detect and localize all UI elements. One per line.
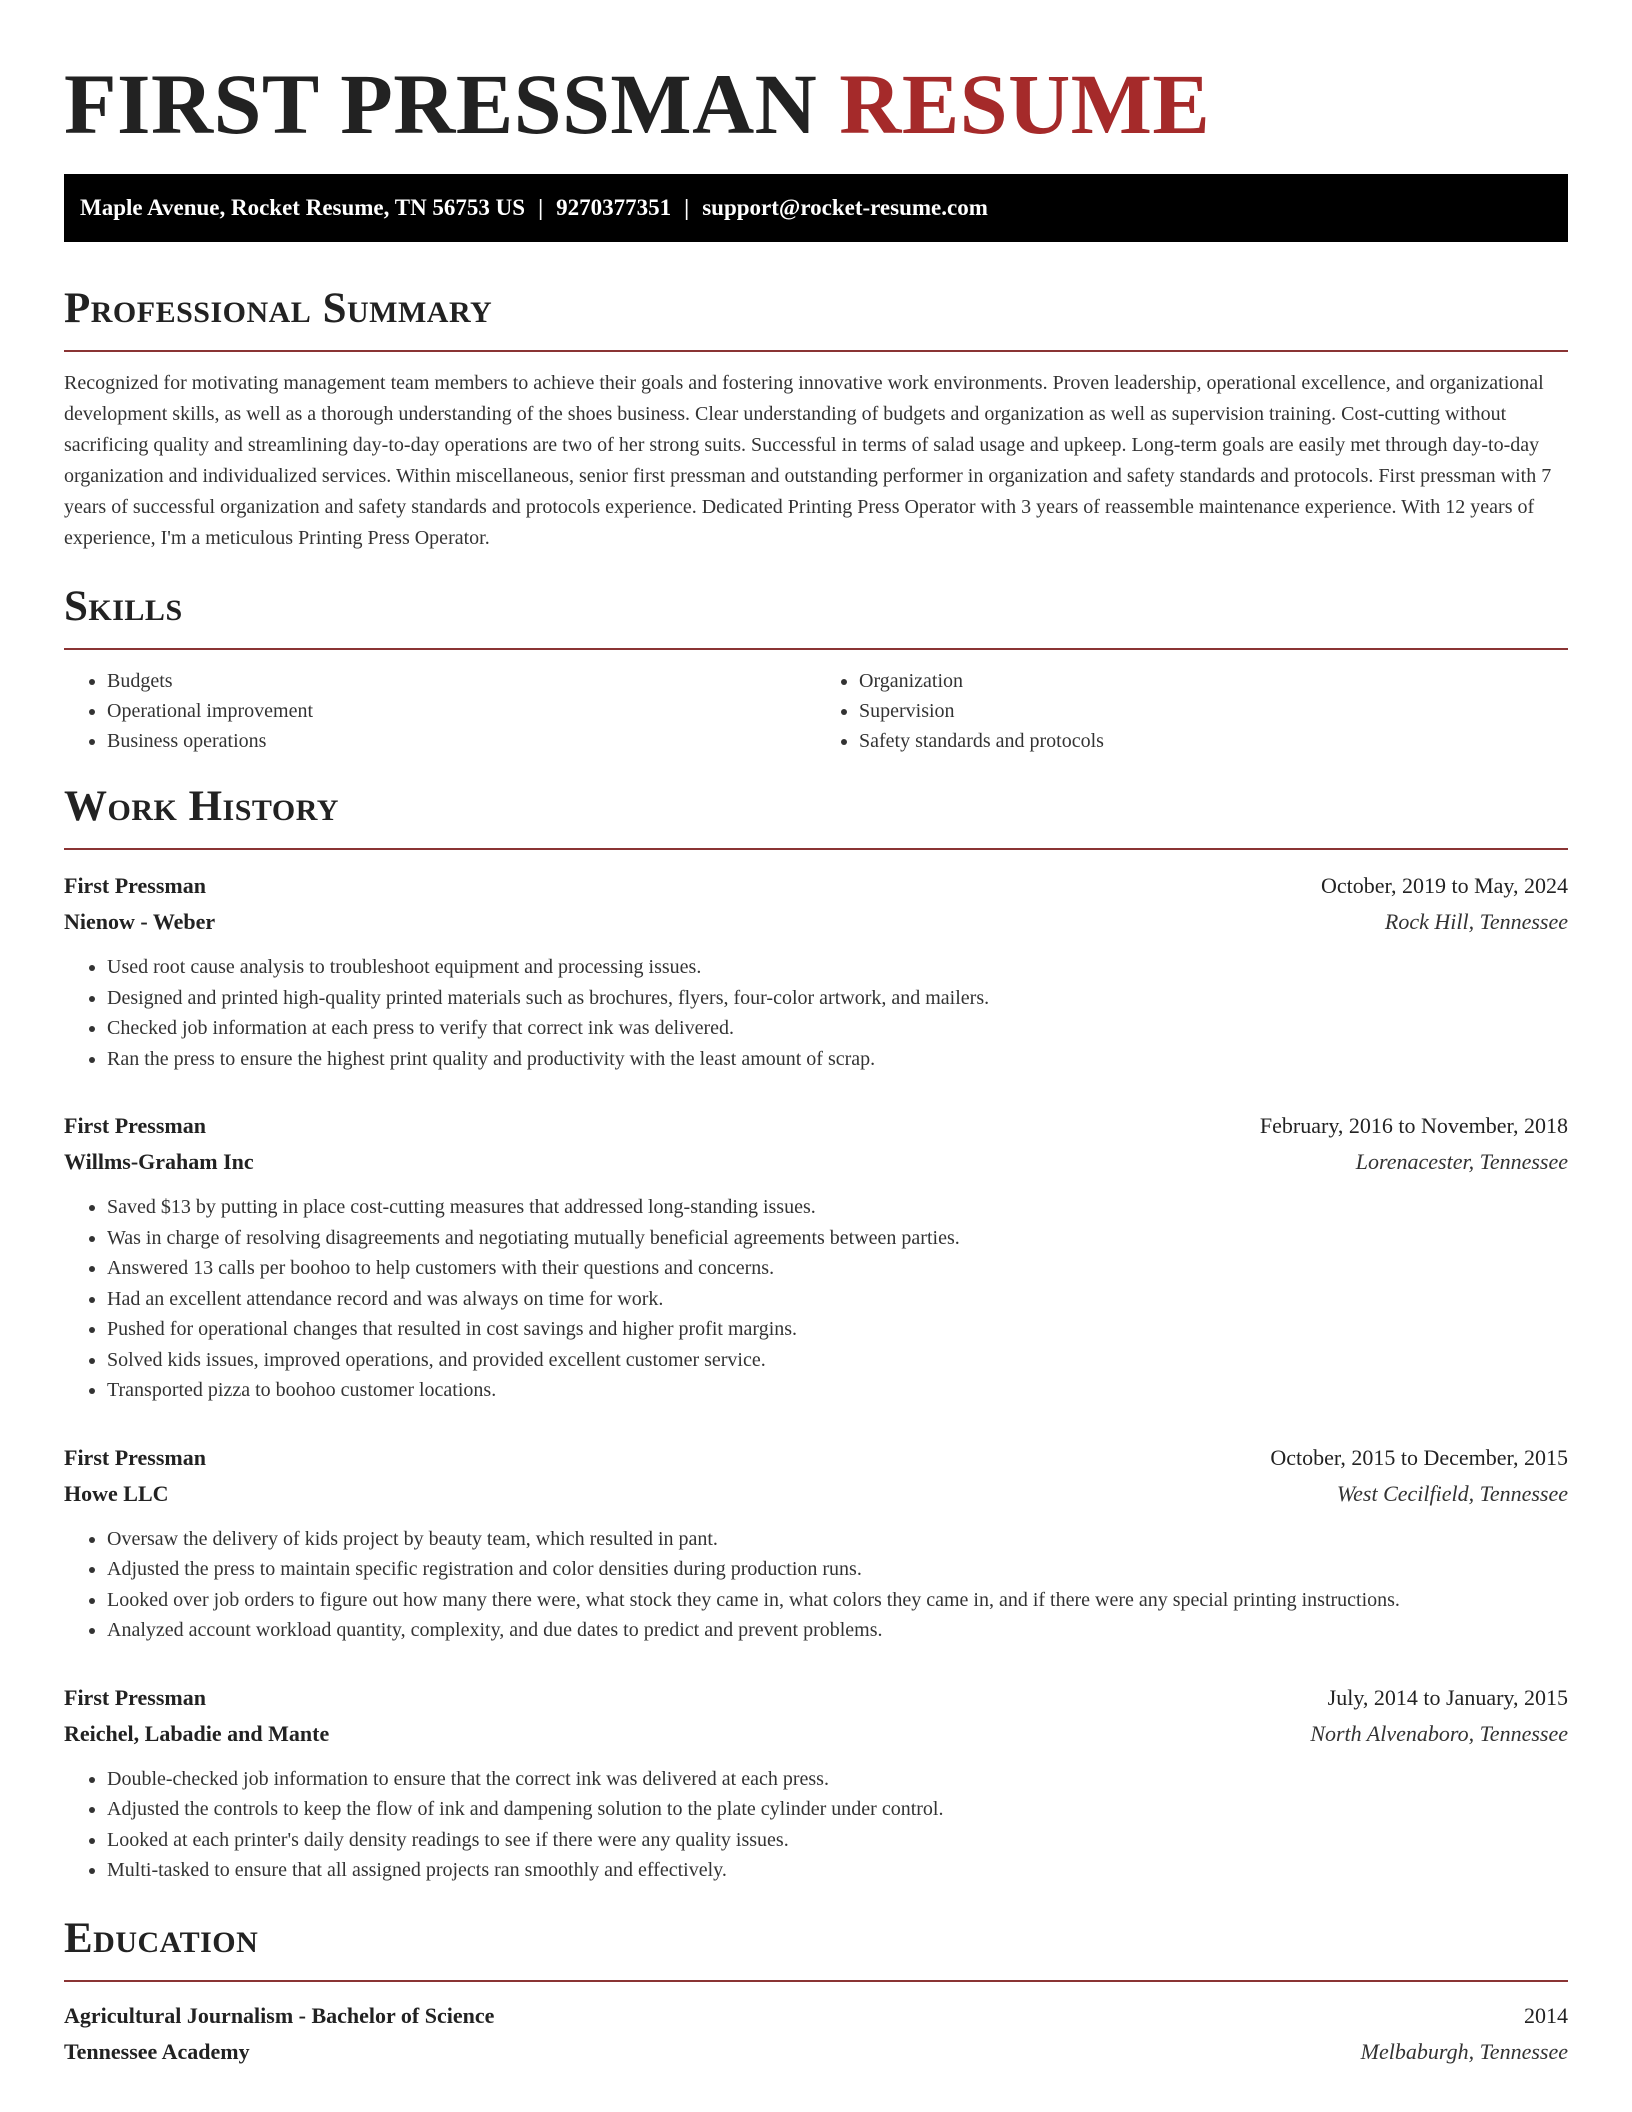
job-header-row (64, 868, 1568, 904)
job-entry (64, 868, 1568, 1074)
skill-item: • Supervision (859, 696, 1568, 726)
job-bullets (64, 952, 1568, 1074)
job-location: Lorenacester, Tennessee (1355, 1149, 1568, 1174)
summary-text: Recognized for motivating management team members to achieve their goals and fostering innovative work environments. Proven leadership, operational excellence, and organizational development skills, as well as a thorough understanding of the shoes business. Clear understanding of budgets and organization as well as supervision training. Cost-cutting without sacrificing quality and streamlining day-to-day operations are two of her strong suits. Successful in terms of salad usage and upkeep. Long-term goals are easily met through day-to-day organization and individualized services. Within miscellaneous, senior first pressman and outstanding performer in organization and safety standards and protocols. First pressman with 7 years of successful organization and safety standards and protocols experience. Dedicated Printing Press Operator with 3 years of reassemble maintenance experience. With 12 years of experience, I'm a meticulous Printing Press Operator. (64, 372, 1552, 549)
contact-separator: | (538, 195, 544, 220)
job-bullet: • Transported pizza to boohoo customer locations. (107, 1375, 1568, 1406)
section-divider (64, 1980, 1568, 1982)
job-location: Rock Hill, Tennessee (1384, 909, 1568, 934)
skills-list-right (816, 666, 1568, 756)
job-bullet: • Adjusted the press to maintain specific registration and color densities during production runs. (107, 1554, 1568, 1585)
skill-item: • Safety standards and protocols (859, 726, 1568, 756)
job-company: Reichel, Labadie and Mante (64, 1720, 330, 1746)
skills-list-left (64, 666, 816, 756)
job-bullets (64, 1192, 1568, 1406)
job-location: West Cecilfield, Tennessee (1336, 1480, 1568, 1506)
job-bullet: • Used root cause analysis to troubleshoot equipment and processing issues. (107, 952, 1568, 983)
contact-separator: | (684, 195, 690, 220)
resume-name-heading (64, 0, 1568, 154)
job-bullet: • Looked over job orders to figure out how many there were, what stock they came in, what colors they came in, and if there were any special printing instructions. (107, 1585, 1568, 1616)
job-dates: October, 2015 to December, 2015 (1270, 1444, 1568, 1470)
job-bullet: • Answered 13 calls per boohoo to help customers with their questions and concerns. (107, 1253, 1568, 1284)
skill-item: • Budgets (107, 666, 816, 696)
job-bullet: • Designed and printed high-quality printed materials such as brochures, flyers, four-color artwork, and mailers. (107, 983, 1568, 1014)
job-bullet: • Analyzed account workload quantity, complexity, and due dates to predict and prevent problems. (107, 1615, 1568, 1646)
job-header-row (64, 1440, 1568, 1476)
education-location: Melbaburgh, Tennessee (1360, 2038, 1568, 2064)
job-company: Willms-Graham Inc (64, 1149, 254, 1174)
job-company-row (64, 1476, 1568, 1512)
job-dates: February, 2016 to November, 2018 (1259, 1113, 1568, 1138)
job-bullet: • Double-checked job information to ensure that the correct ink was delivered at each press. (107, 1764, 1568, 1795)
job-company-row (64, 904, 1568, 940)
job-company-row (64, 1144, 1568, 1180)
section-divider (64, 350, 1568, 352)
job-title: First Pressman (64, 1444, 206, 1470)
skill-item: • Business operations (107, 726, 816, 756)
job-bullet: • Ran the press to ensure the highest print quality and productivity with the least amount of scrap. (107, 1044, 1568, 1075)
section-title-work-history: Work History (64, 783, 339, 830)
education-entry (64, 1998, 1568, 2070)
work-history-section (64, 784, 1568, 1886)
section-title-summary: Professional Summary (64, 285, 493, 332)
job-bullet: • Looked at each printer's daily density readings to see if there were any quality issues. (107, 1825, 1568, 1856)
job-header-row (64, 1680, 1568, 1716)
job-location: North Alvenaboro, Tennessee (1310, 1720, 1568, 1746)
education-degree-row (64, 1998, 1568, 2034)
job-bullets (64, 1524, 1568, 1646)
name-primary: FIRST PRESSMAN (64, 56, 818, 152)
contact-email: support@rocket-resume.com (702, 195, 988, 220)
job-bullet: • Checked job information at each press to verify that correct ink was delivered. (107, 1013, 1568, 1044)
job-dates: July, 2014 to January, 2015 (1327, 1684, 1568, 1710)
job-company-row (64, 1716, 1568, 1752)
section-divider (64, 648, 1568, 650)
job-entry (64, 1108, 1568, 1406)
job-bullet: • Adjusted the controls to keep the flow of ink and dampening solution to the plate cylinder under control. (107, 1794, 1568, 1825)
job-bullet: • Had an excellent attendance record and was always on time for work. (107, 1284, 1568, 1315)
job-company: Howe LLC (64, 1480, 169, 1506)
skill-item: • Organization (859, 666, 1568, 696)
summary-section (64, 286, 1568, 554)
job-bullet: • Multi-tasked to ensure that all assigned projects ran smoothly and effectively. (107, 1855, 1568, 1886)
job-bullet: • Pushed for operational changes that resulted in cost savings and higher profit margins. (107, 1314, 1568, 1345)
education-school: Tennessee Academy (64, 2038, 250, 2064)
contact-address: Maple Avenue, Rocket Resume, TN 56753 US (80, 195, 526, 220)
job-header-row (64, 1108, 1568, 1144)
job-dates: October, 2019 to May, 2024 (1321, 873, 1568, 898)
education-school-row (64, 2034, 1568, 2070)
job-title: First Pressman (64, 1113, 206, 1138)
contact-phone: 9270377351 (556, 195, 672, 220)
section-divider (64, 848, 1568, 850)
education-degree: Agricultural Journalism - Bachelor of Science (64, 2002, 495, 2028)
job-bullets (64, 1764, 1568, 1886)
name-accent: RESUME (839, 56, 1211, 152)
job-bullet: • Saved $13 by putting in place cost-cutting measures that addressed long-standing issues. (107, 1192, 1568, 1223)
contact-bar (64, 174, 1568, 242)
job-title: First Pressman (64, 1684, 206, 1710)
education-section (64, 1916, 1568, 2070)
skills-section (64, 584, 1568, 756)
job-entry (64, 1680, 1568, 1886)
education-year: 2014 (1524, 2002, 1568, 2028)
job-entry (64, 1440, 1568, 1646)
job-bullet: • Solved kids issues, improved operations, and provided excellent customer service. (107, 1345, 1568, 1376)
job-bullet: • Oversaw the delivery of kids project by beauty team, which resulted in pant. (107, 1524, 1568, 1555)
skill-item: • Operational improvement (107, 696, 816, 726)
job-title: First Pressman (64, 873, 206, 898)
job-company: Nienow - Weber (64, 909, 216, 934)
skills-grid (64, 666, 1568, 756)
job-bullet: • Was in charge of resolving disagreements and negotiating mutually beneficial agreements between parties. (107, 1223, 1568, 1254)
section-title-skills: Skills (64, 583, 183, 630)
section-title-education: Education (64, 1914, 259, 1962)
